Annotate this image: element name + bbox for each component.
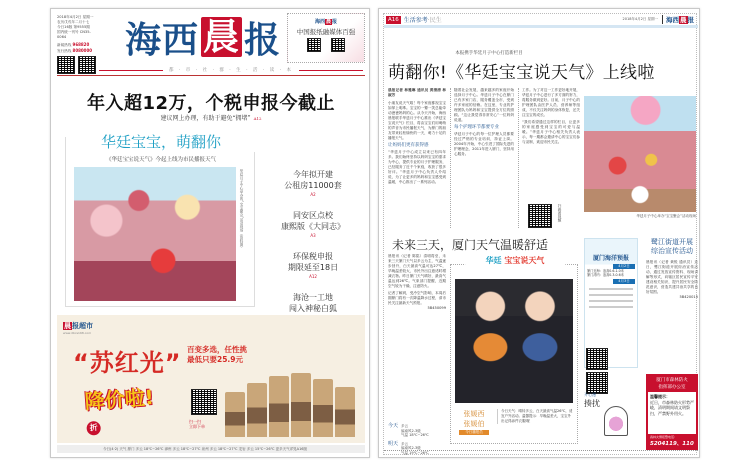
qr-codes: [586, 348, 636, 396]
qr-code-icon[interactable]: [586, 348, 608, 370]
photo-caption: 华廷月子中心举办的“宝宝聚会”活动现场（资料图）: [240, 169, 244, 250]
news-briefs: [263, 169, 363, 333]
slogan-line: [99, 65, 363, 75]
weather-article: 晨报讯（记者 陈铭）清明将至，未来三天厦门天气以多云为主，气温逐步回升，白天最高气温可达27℃，早晚温差较大，市民外出注意适时增减衣物。昨日厦门天气晴好，最高气温达到26℃。气象部门提醒，近期空气较为干燥，注意防火。 记者了解到，受冷空气影响，本周后期厦门将有一次降温降水过程，请市民关注最新天气预报。 5B450099: [388, 254, 446, 310]
qr-code-icon[interactable]: [586, 372, 608, 394]
page-ref[interactable]: A12: [253, 116, 262, 121]
emergency-numbers: 5204119、110: [650, 441, 694, 447]
group-photo[interactable]: [74, 167, 236, 301]
subheading: 让妈妈们更有获得感: [388, 143, 429, 148]
product-bags-image: [225, 373, 355, 437]
lunar-line: 农历戊戌年二月十七: [57, 20, 90, 24]
page-headline[interactable]: 年入超12万，个税申报今截止: [86, 93, 336, 114]
page-ref: A2: [310, 192, 316, 197]
page-ref: A12: [309, 274, 317, 279]
qr-code-icon[interactable]: [57, 56, 75, 74]
slogan: 都 · 市 · 社 · 群 · 生 · 活 · 读 · 本: [168, 68, 294, 73]
page-ref: A3: [310, 233, 316, 238]
qr-code-icon[interactable]: [191, 389, 217, 415]
ocean-forecast-card[interactable]: 厦门海洋预报 4月2日 厦门近海：浪高0.6-1.0米 厦门湾内：浪高0.3-0.6米 4月3日: [584, 238, 638, 368]
subhead: 建议网上办理，有助于避免“拥堵” A12: [160, 115, 262, 122]
qr-label: 扫一扫 立即下单: [189, 419, 205, 429]
cn-line: 国内统一刊号 CN35-0064: [57, 30, 91, 39]
kicker: 本报携手华廷月子中心打造新栏目: [455, 51, 523, 56]
qr-code-icon[interactable]: [78, 56, 96, 74]
section-header: [384, 14, 698, 28]
card-title: 厦门海洋预报: [592, 255, 629, 262]
column-divider: [518, 88, 519, 228]
twins-photo[interactable]: [455, 279, 573, 403]
qr-code-icon[interactable]: [307, 38, 321, 52]
ad-slogan: 百变多选，任性挑 最低只要25.9元: [187, 345, 247, 364]
subheading: 每个护理环节都要专业: [454, 125, 499, 130]
fire-notice: 厦门市森林防火 指挥部办公室 温馨提示： 近日，市森林防火形势严峻，清明期间请文明祭扫，严禁野外用火。 森林火情报警电话： 5204119、110: [646, 374, 698, 450]
inner-page-a16[interactable]: [378, 8, 700, 458]
weather-strip: 今日(4·2) 天气 厦门 多云 18℃~26℃ 漳州 多云 18℃~27℃ 泉州 多云 18℃~27℃ 龙岩 多云 15℃~26℃ 更多天气详见A16版: [57, 445, 365, 453]
article-column-3: 工作。为了对这一工作更好地开展，华廷月子中心进行了多方面的努力，将服务做到更好。目前，月子中心的护理团队由医护人员、营养师等组成，不仅关注妈妈的身体恢复，还关注宝宝的成长。 “我们希望通过这样的栏目，让更多的家庭感受到宝宝的可爱与温暖。”华廷月子中心相关负责人表示，每一期都会邀请中心的宝宝们参与录制，欢迎市民关注。: [522, 88, 580, 144]
column-divider: [450, 88, 451, 228]
cartoon-label: 开心漫: [584, 392, 596, 397]
mini-logo: 海西晨报: [662, 15, 694, 24]
side-story-body: 晨报讯（记者 黄锐 通讯员）近日，鹭江街道开展综治宣传活动，通过发放宣传资料、现场讲解等形式，向辖区居民宣传平安建设相关知识，提升居民安全防范意识，营造共建共治共享的良好氛围。 5B420015: [646, 260, 698, 299]
baby-weather-card[interactable]: [450, 256, 578, 444]
article-photo[interactable]: [584, 96, 696, 212]
top-right-ad[interactable]: [287, 13, 365, 63]
article-headline[interactable]: 萌翻你!《华廷宝宝说天气》上线啦: [388, 63, 655, 83]
price-drop-burst: 降价啦!折: [84, 380, 167, 425]
presenter-names: 张媛西 张媛伯 今日播报员: [459, 409, 489, 435]
feature-title[interactable]: 华廷宝宝，萌翻你: [66, 131, 256, 152]
discount-badge-icon: 折: [86, 420, 101, 435]
date-line: 2018年4月2日 星期一: [57, 15, 94, 19]
ad-label: 发行热线: [57, 49, 72, 53]
card-title: 华廷 宝宝说天气: [451, 255, 579, 279]
cartoon: [584, 398, 638, 444]
article-column-2: 随着社会发展，越来越多的家庭开始选择月子中心。华廷月子中心在厦门已有多家门店，服务覆盖全市，受到许多家庭的信赖。在这里，专业的护理团队为妈妈和宝宝提供全方位的照顾。“这让我觉得非常安心”一位妈妈说道。 每个护理环节都要专业 华廷月子中心的每一位护理人员都要经过严格的专业培训，持证上岗。2004年开始，中心引进了国际先进的护理理念，2011年进入厦门，坚持用心服务。: [454, 88, 514, 156]
ad-brand: 晨报超市 www.dbcs168.com: [63, 322, 93, 335]
brief-item[interactable]: 环保税申报 期限延至18日 A12: [263, 251, 363, 279]
forecast-row: 明天 多云 偏南风2-3级 气温 19℃~26℃: [388, 440, 429, 455]
feature-subtitle: 《华廷宝宝说天气》今起上线为市民播报天气: [105, 157, 216, 163]
card-text: 今日天气：晴转多云，白天最高气温26℃，适宜户外活动。温馨提示：早晚温差大，宝宝外出记得添件衣服哦！: [497, 409, 573, 424]
forecast-row: 今天 多云 偏南风2-3级 气温 18℃~26℃: [388, 423, 429, 437]
weather-headline[interactable]: 未来三天，厦门天气温暖舒适: [392, 238, 549, 252]
qr-caption: 扫码看视频: [558, 204, 562, 222]
divider: [57, 75, 365, 76]
brief-item[interactable]: 今年拟开建 公租房11000套 A2: [263, 169, 363, 197]
issue-line: 今日16版 第9555期: [57, 25, 90, 29]
cartoon-title: 揍扰: [584, 399, 600, 408]
front-page[interactable]: [50, 8, 370, 458]
hotline-label: 新闻热线: [57, 43, 72, 47]
mini-logo: 海西晨报: [314, 19, 338, 25]
issue-date: 2018年4月2日 星期一: [622, 17, 658, 21]
qr-code-icon[interactable]: [528, 204, 552, 228]
forecast-list: [388, 424, 448, 458]
brief-item[interactable]: 海沧一工地 闯入神秘白狐: [263, 292, 363, 320]
top-ad-text: 中国报纸融媒体百强: [296, 28, 356, 36]
side-story-headline[interactable]: 鹭江街道开展 综治宣传活动: [651, 238, 693, 255]
section-name: 生活参考·民生: [403, 17, 442, 24]
divider: [384, 450, 698, 451]
bell-jar-icon: [604, 406, 628, 436]
page-number: A16: [388, 16, 399, 23]
article-column-1: 晨报记者 林雅琳 通讯员 黄清清 林淑芳 小朋友说天气啦！每个家庭都视宝宝如掌上明珠。宝宝的一颦一笑总能牵动爸爸妈妈的心。从今天开始，海西晨报联手华廷月子中心推出《华廷宝宝说天气》栏目，将由宝宝们用萌萌的声音为市民播报天气，为厦门的朋友带来轻松愉快的一天，萌力十足的播报天气。 让妈妈们更有获得感 “华廷月子中心成立以来已有四年多。我们始终坚持以妈妈宝宝的需求为中心，提供专业的月子护理服务，已经服务了近千个家庭，收获了很多好评。”华廷月子中心负责人介绍说，为了让更多的妈妈和宝宝感受到温暖，中心推出了一系列活动。: [388, 88, 446, 184]
brief-item[interactable]: 同安区点校 康熙版《大同志》 A3: [263, 210, 363, 238]
ad-hotline: 8080000: [72, 48, 93, 53]
hotline: 968820: [72, 42, 90, 47]
newspaper-logo: 海西 晨 报: [125, 16, 282, 61]
ad-product-name: “苏红光”: [73, 349, 182, 377]
advertisement[interactable]: [57, 315, 365, 443]
photo-caption: 华廷月子中心举办“宝宝聚会”活动现场: [636, 214, 696, 218]
qr-code-icon[interactable]: [331, 38, 345, 52]
feature-story[interactable]: [65, 133, 255, 307]
masthead-info: [57, 15, 99, 74]
